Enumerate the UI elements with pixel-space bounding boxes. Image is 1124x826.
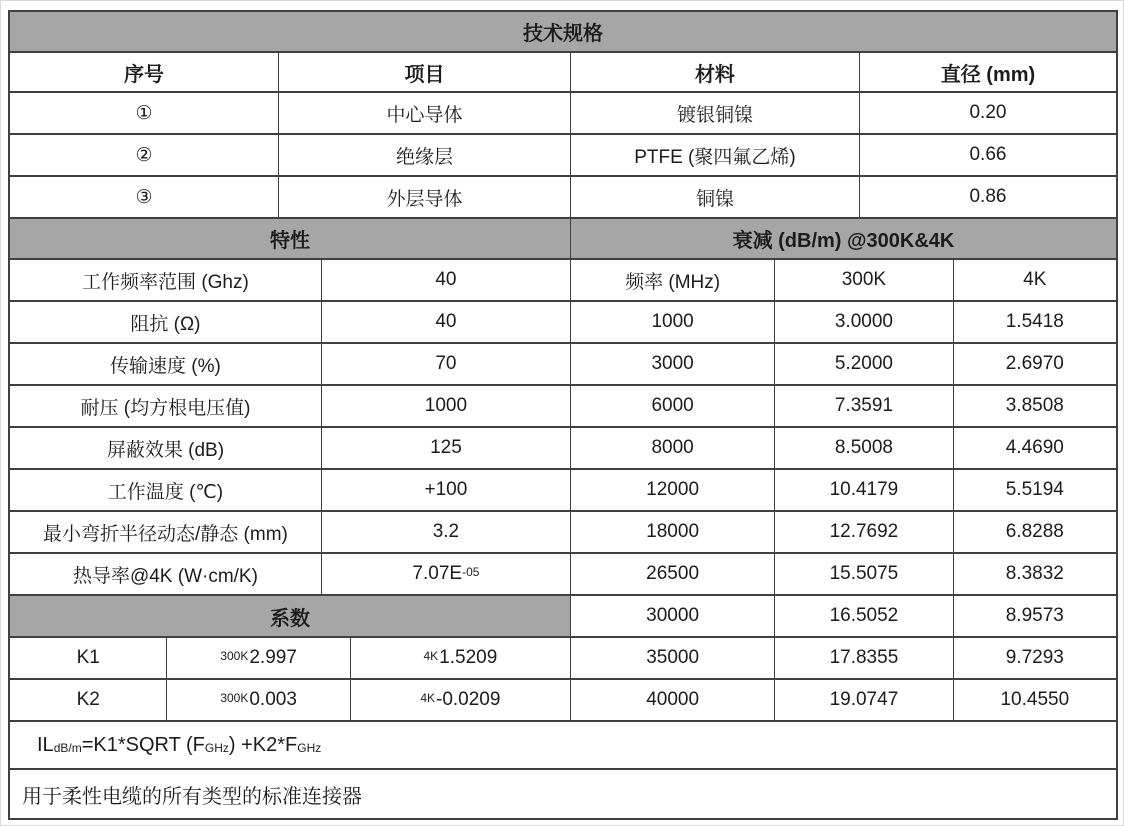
char-value-cell (322, 554, 571, 596)
atten-4k-cell: 6.8288 (954, 512, 1116, 554)
note-row (10, 770, 1116, 818)
char-value-cell: 70 (322, 344, 571, 386)
char-label-cell: 耐压 (均方根电压值) (10, 386, 322, 428)
atten-freq-cell: 8000 (571, 428, 775, 470)
atten-4k-cell: 4.4690 (954, 428, 1116, 470)
title-row (10, 12, 1116, 53)
char-value-cell: 1000 (322, 386, 571, 428)
formula-row (10, 722, 1116, 770)
atten-col-header-frequency: 频率 (MHz) (571, 260, 775, 302)
atten-freq-cell: 40000 (571, 680, 775, 722)
atten-300k-cell: 7.3591 (775, 386, 953, 428)
coef-name-cell: K2 (10, 680, 167, 722)
characteristics-header: 特性 (10, 219, 571, 260)
char-label-cell: 热导率@4K (W·cm/K) (10, 554, 322, 596)
coef-name-cell: K1 (10, 638, 167, 680)
atten-col-header-300k: 300K (775, 260, 953, 302)
char-label-cell: 阻抗 (Ω) (10, 302, 322, 344)
thermal-value: 7.07E (412, 563, 463, 584)
char-label-cell: 工作频率范围 (Ghz) (10, 260, 322, 302)
atten-300k-cell: 8.5008 (775, 428, 953, 470)
spec-row-3 (10, 177, 1116, 219)
char-label-cell: 工作温度 (℃) (10, 470, 322, 512)
char-value-cell: 125 (322, 428, 571, 470)
spec-material-cell: 铜镍 (571, 177, 860, 219)
spec-index-cell: ① (10, 93, 279, 135)
atten-300k-cell: 19.0747 (775, 680, 953, 722)
atten-300k-cell: 12.7692 (775, 512, 953, 554)
atten-freq-cell: 6000 (571, 386, 775, 428)
spec-diameter-cell: 0.20 (860, 93, 1116, 135)
coef-4k-sup: 4K (423, 649, 439, 663)
attenuation-header: 衰减 (dB/m) @300K&4K (571, 219, 1116, 260)
atten-4k-cell: 2.6970 (954, 344, 1116, 386)
coef-300k-value: 0.003 (249, 689, 297, 710)
formula-lead-sub: dB/m (53, 741, 82, 755)
coef-300k-cell (167, 680, 350, 722)
spec-header-row (10, 53, 1116, 93)
atten-4k-cell: 9.7293 (954, 638, 1116, 680)
mid-row (10, 512, 1116, 554)
mid-row (10, 260, 1116, 302)
spec-item-cell: 外层导体 (279, 177, 571, 219)
atten-4k-cell: 1.5418 (954, 302, 1116, 344)
coef-4k-value: -0.0209 (436, 689, 501, 710)
col-header-material: 材料 (571, 53, 860, 93)
char-label-cell: 屏蔽效果 (dB) (10, 428, 322, 470)
spec-item-cell: 绝缘层 (279, 135, 571, 177)
atten-300k-cell: 16.5052 (775, 596, 953, 638)
k1-row (10, 638, 1116, 680)
char-value-cell: +100 (322, 470, 571, 512)
spec-index-cell: ③ (10, 177, 279, 219)
atten-freq-cell: 26500 (571, 554, 775, 596)
char-value-cell: 40 (322, 302, 571, 344)
atten-300k-cell: 17.8355 (775, 638, 953, 680)
k2-row (10, 680, 1116, 722)
char-value-cell: 40 (322, 260, 571, 302)
atten-300k-cell: 3.0000 (775, 302, 953, 344)
atten-4k-cell: 3.8508 (954, 386, 1116, 428)
mid-row (10, 554, 1116, 596)
coef-4k-cell (351, 680, 571, 722)
coef-300k-sup: 300K (220, 691, 249, 705)
formula-tail: ) +K2*F (228, 733, 298, 756)
formula-mid-sub: GHz (204, 741, 229, 755)
atten-freq-cell: 1000 (571, 302, 775, 344)
formula-mid: =K1*SQRT (F (81, 733, 205, 756)
spec-diameter-cell: 0.66 (860, 135, 1116, 177)
atten-freq-cell: 18000 (571, 512, 775, 554)
thermal-exponent: -05 (462, 565, 480, 579)
coef-300k-sup: 300K (220, 649, 249, 663)
atten-col-header-4k: 4K (954, 260, 1116, 302)
section-header-row (10, 219, 1116, 260)
atten-300k-cell: 5.2000 (775, 344, 953, 386)
mid-row (10, 344, 1116, 386)
atten-freq-cell: 35000 (571, 638, 775, 680)
atten-300k-cell: 10.4179 (775, 470, 953, 512)
char-value-cell: 3.2 (322, 512, 571, 554)
atten-4k-cell: 10.4550 (954, 680, 1116, 722)
mid-row (10, 302, 1116, 344)
coef-4k-sup: 4K (420, 691, 435, 705)
coefficients-header: 系数 (10, 596, 571, 638)
atten-300k-cell: 15.5075 (775, 554, 953, 596)
formula-lead: IL (37, 733, 54, 756)
coef-300k-cell (167, 638, 350, 680)
atten-freq-cell: 30000 (571, 596, 775, 638)
coef-300k-value: 2.997 (249, 647, 297, 668)
atten-freq-cell: 12000 (571, 470, 775, 512)
mid-row (10, 470, 1116, 512)
connector-note: 用于柔性电缆的所有类型的标准连接器 (22, 785, 362, 808)
spec-row-2 (10, 135, 1116, 177)
formula-tail-sub: GHz (297, 741, 322, 755)
mid-row (10, 386, 1116, 428)
spec-index-cell: ② (10, 135, 279, 177)
col-header-item: 项目 (279, 53, 571, 93)
char-label-cell: 最小弯折半径动态/静态 (mm) (10, 512, 322, 554)
spec-table (8, 10, 1118, 820)
spec-diameter-cell: 0.86 (860, 177, 1116, 219)
atten-freq-cell: 3000 (571, 344, 775, 386)
atten-4k-cell: 8.3832 (954, 554, 1116, 596)
col-header-index: 序号 (10, 53, 279, 93)
mid-row (10, 428, 1116, 470)
coef-4k-cell (351, 638, 571, 680)
atten-4k-cell: 5.5194 (954, 470, 1116, 512)
spec-row-1 (10, 93, 1116, 135)
coef-4k-value: 1.5209 (439, 647, 498, 668)
spec-material-cell: 镀银铜镍 (571, 93, 860, 135)
insertion-loss-formula (10, 722, 1116, 770)
coefficients-header-row (10, 596, 1116, 638)
atten-4k-cell: 8.9573 (954, 596, 1116, 638)
table-title: 技术规格 (10, 12, 1116, 53)
char-label-cell: 传输速度 (%) (10, 344, 322, 386)
spec-item-cell: 中心导体 (279, 93, 571, 135)
spec-material-cell: PTFE (聚四氟乙烯) (571, 135, 860, 177)
col-header-diameter: 直径 (mm) (860, 53, 1116, 93)
